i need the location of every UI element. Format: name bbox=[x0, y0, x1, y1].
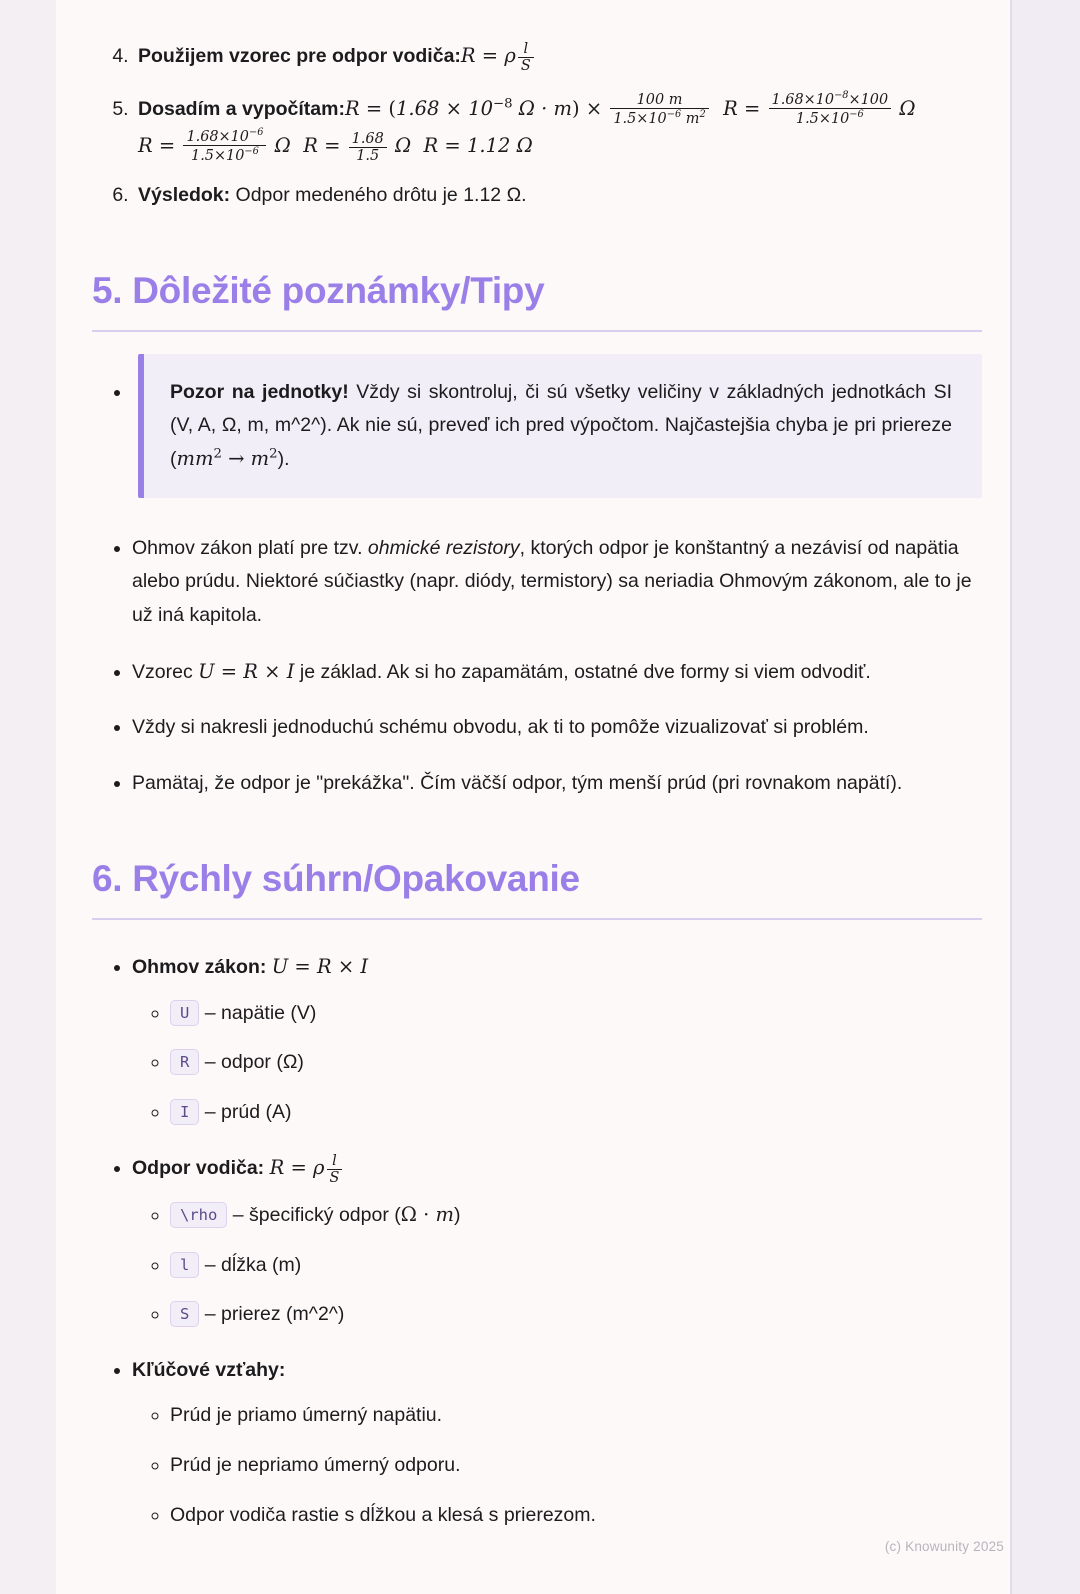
bullet-2-post: je základ. Ak si ho zapamätám, ostatné dve formy si viem odvodiť. bbox=[294, 660, 871, 683]
bullet-1-pre: Ohmov zákon platí pre tzv. bbox=[132, 536, 368, 559]
symbol-r-code: R bbox=[170, 1049, 199, 1075]
list-item: ◦ Prúd je priamo úmerný napätiu. bbox=[170, 1399, 982, 1433]
bullet-1-emphasis: ohmické rezistory bbox=[367, 536, 520, 559]
callout-lead: Pozor na jednotky! bbox=[170, 380, 349, 403]
summary-resistance-items bbox=[132, 1198, 982, 1332]
solution-step-4 bbox=[134, 40, 982, 74]
symbol-i-code: I bbox=[170, 1099, 199, 1125]
symbol-rho-code: \rho bbox=[170, 1202, 227, 1228]
bullet-formula-base bbox=[132, 655, 982, 690]
list-item bbox=[170, 1096, 982, 1130]
symbol-l-code: l bbox=[170, 1252, 199, 1278]
bullet-2-pre: Vzorec bbox=[132, 660, 199, 683]
bullet-resistance-obstacle: • Pamätaj, že odpor je "prekážka". Čím väčší odpor, tým menší prúd (pri rovnakom napätí). bbox=[132, 767, 982, 801]
section-5-rule bbox=[92, 330, 982, 332]
right-margin-rail bbox=[1012, 0, 1080, 1594]
summary-ohm-law-label: Ohmov zákon: bbox=[132, 956, 267, 979]
summary-key-relations-label: Kľúčové vzťahy: bbox=[132, 1358, 286, 1381]
summary-ohm-law-formula: U = R × I bbox=[271, 955, 369, 979]
summary-ohm-law-items bbox=[132, 997, 982, 1130]
bullet-draw-scheme: • Vždy si nakresli jednoduchú schému obvodu, ak ti to pomôže vizualizovať si problém. bbox=[132, 711, 982, 745]
summary-key-relations-items bbox=[132, 1399, 982, 1532]
list-item: ◦ Prúd je nepriamo úmerný odporu. bbox=[170, 1449, 982, 1483]
step-6-label: Výsledok: bbox=[138, 183, 231, 206]
summary-conductor-resistance bbox=[132, 1151, 982, 1332]
section-5-heading: 5. Dôležité poznámky/Tipy bbox=[92, 269, 545, 311]
symbol-l-desc: – dĺžka (m) bbox=[204, 1253, 302, 1276]
list-item bbox=[170, 1249, 982, 1283]
symbol-r-desc: – odpor (Ω) bbox=[204, 1051, 304, 1074]
units-warning-callout bbox=[138, 354, 982, 498]
list-item bbox=[170, 1298, 982, 1332]
symbol-s-desc: – prierez (m^2^) bbox=[204, 1303, 345, 1326]
symbol-u-desc: – napätie (V) bbox=[204, 1001, 317, 1024]
list-item: ◦ Odpor vodiča rastie s dĺžkou a klesá s prierezom. bbox=[170, 1499, 982, 1533]
copyright-watermark: (c) Knowunity 2025 bbox=[884, 1539, 1004, 1555]
step-6-text: Odpor medeného drôtu je 1.12 Ω. bbox=[235, 183, 527, 206]
section-5-bullet-list bbox=[92, 354, 982, 801]
summary-ohm-law bbox=[132, 950, 982, 1129]
callout-body: Vždy si skontroluj, či sú všetky veličiny v základných jednotkách SI (V, A, Ω, m, m^2^). Ak nie sú, preveď ich pred výpočtom. Najčastejšia chyba je pri priereze $(mm^2 \to m^2)$. bbox=[170, 380, 952, 470]
callout-text bbox=[170, 376, 952, 476]
left-margin-rail bbox=[0, 0, 56, 1594]
step-5-formula: $R = (1.68 \times 10^{-8}$ Ω · m) × $\frac{100 m}{1.5\times 10^{-6} m^2}$ R = $\frac{1.68\times 10^{-8}\times 100}{1.5\times 10^{-6}}$ Ω R = $\frac{1.68\times 10^{-6}}{1.5\times 10^{-6}}$ Ω R = $\frac{1.68}{1.5}$ Ω R = 1.12 Ω bbox=[138, 90, 916, 164]
symbol-rho-desc: – špecifický odpor (Ω · m) bbox=[232, 1203, 461, 1227]
symbol-i-desc: – prúd (A) bbox=[204, 1100, 292, 1123]
solution-step-5 bbox=[134, 90, 982, 164]
step-5-label: Dosadím a vypočítam: bbox=[138, 97, 345, 120]
bullet-ohm-law-validity bbox=[132, 532, 982, 633]
section-6-heading: 6. Rýchly súhrn/Opakovanie bbox=[92, 858, 580, 900]
summary-key-relations bbox=[132, 1354, 982, 1532]
document-content bbox=[56, 0, 1010, 1594]
list-item bbox=[170, 1198, 982, 1233]
section-6-rule bbox=[92, 918, 982, 920]
symbol-s-code: S bbox=[170, 1301, 199, 1327]
bullet-2-formula: U = R × I bbox=[198, 659, 295, 683]
list-item bbox=[170, 997, 982, 1031]
step-4-label: Použijem vzorec pre odpor vodiča: bbox=[138, 45, 461, 67]
section-6-summary-list bbox=[92, 950, 982, 1532]
bullet-1-post: , ktorých odpor je konštantný a nezávisí od napätia alebo prúdu. Niektoré súčiastky (napr. diódy, termistory) sa neriadia Ohmovým zákonom, ale to je už iná kapitola. bbox=[132, 536, 972, 627]
symbol-u-code: U bbox=[170, 1000, 199, 1026]
callout-list-item bbox=[132, 354, 982, 498]
step-4-formula: R = ρ $\frac{l}{S}$ bbox=[461, 44, 536, 67]
summary-resistance-label: Odpor vodiča: bbox=[132, 1157, 265, 1180]
solution-steps-list bbox=[92, 40, 982, 212]
list-item bbox=[170, 1046, 982, 1080]
summary-resistance-formula: R = ρ $\frac{l}{S}$ bbox=[270, 1156, 345, 1179]
solution-step-6 bbox=[134, 180, 982, 212]
